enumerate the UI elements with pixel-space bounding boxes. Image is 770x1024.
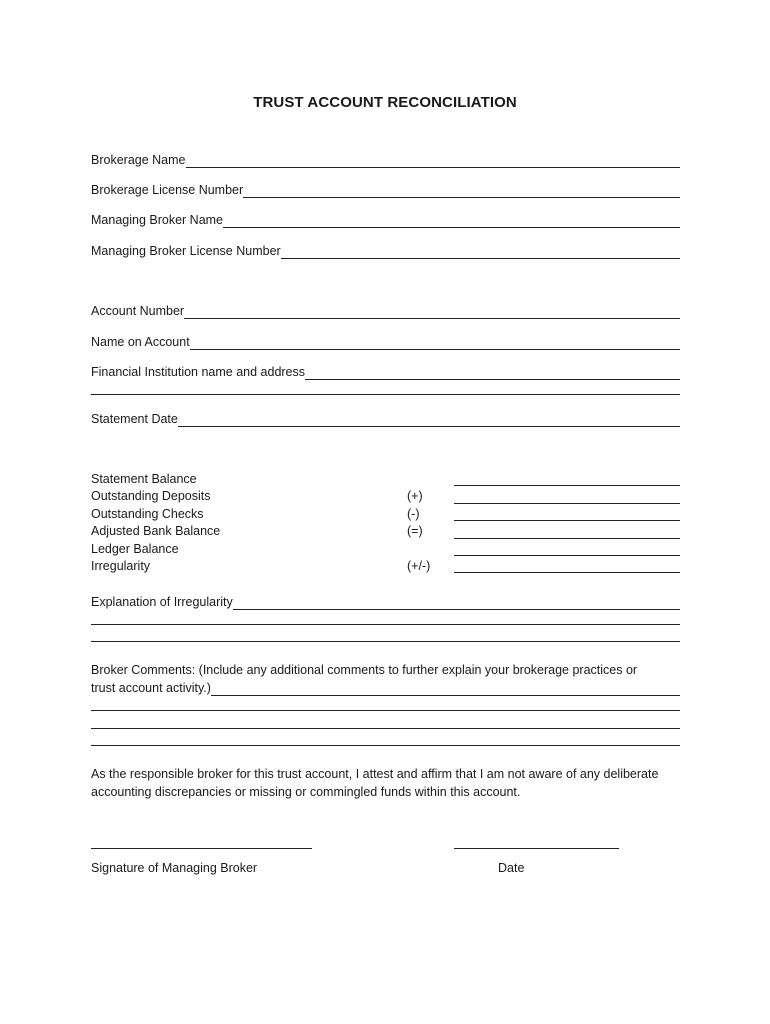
managing-broker-license-number-field[interactable] [91,242,680,259]
financial-institution-label: Financial Institution name and address [91,365,306,379]
explanation-line-2[interactable] [91,624,680,625]
ledger-balance-blank[interactable] [454,555,680,556]
managing-broker-name-blank[interactable] [223,214,680,228]
explanation-of-irregularity-label: Explanation of Irregularity [91,595,233,609]
date-label: Date [498,861,525,875]
date-line[interactable] [454,848,619,849]
brokerage-name-blank[interactable] [186,154,681,168]
name-on-account-label: Name on Account [91,335,190,349]
broker-comments-field[interactable] [91,679,680,696]
brokerage-license-number-field[interactable] [91,181,680,198]
broker-comments-line-3[interactable] [91,728,680,729]
statement-date-blank[interactable] [178,413,680,427]
statement-balance-blank[interactable] [454,485,680,486]
outstanding-deposits-operator: (+) [407,489,423,503]
outstanding-deposits-label: Outstanding Deposits [91,489,211,503]
broker-comments-line-4[interactable] [91,745,680,746]
explanation-of-irregularity-field[interactable] [91,593,680,610]
account-number-label: Account Number [91,304,185,318]
financial-institution-field[interactable] [91,363,680,380]
broker-comments-text-line-1: Broker Comments: (Include any additional comments to further explain your brokerage practices or [91,663,638,677]
statement-date-label: Statement Date [91,412,178,426]
brokerage-license-number-label: Brokerage License Number [91,183,244,197]
managing-broker-license-number-label: Managing Broker License Number [91,244,281,258]
form-title: TRUST ACCOUNT RECONCILIATION [253,94,517,111]
brokerage-license-number-blank[interactable] [243,184,680,198]
statement-balance-label: Statement Balance [91,472,197,486]
attestation-line-2: accounting discrepancies or missing or commingled funds within this account. [91,785,521,799]
managing-broker-name-label: Managing Broker Name [91,213,224,227]
ledger-balance-label: Ledger Balance [91,542,179,556]
account-number-blank[interactable] [184,305,680,319]
name-on-account-blank[interactable] [190,336,680,350]
brokerage-name-field[interactable] [91,151,680,168]
financial-institution-blank[interactable] [305,366,680,380]
broker-comments-text-line-2: trust account activity.) [91,681,211,695]
broker-comments-blank[interactable] [211,682,680,696]
explanation-line-3[interactable] [91,641,680,642]
managing-broker-license-number-blank[interactable] [281,245,680,259]
signature-line[interactable] [91,848,312,849]
outstanding-checks-operator: (-) [407,507,420,521]
adjusted-bank-balance-blank[interactable] [454,538,680,539]
adjusted-bank-balance-operator: (=) [407,524,423,538]
broker-comments-line-2[interactable] [91,710,680,711]
name-on-account-field[interactable] [91,333,680,350]
financial-institution-extra-line[interactable] [91,394,680,395]
brokerage-name-label: Brokerage Name [91,153,186,167]
adjusted-bank-balance-label: Adjusted Bank Balance [91,524,221,538]
signature-label: Signature of Managing Broker [91,861,258,875]
outstanding-checks-blank[interactable] [454,520,680,521]
irregularity-blank[interactable] [454,572,680,573]
explanation-of-irregularity-blank[interactable] [233,596,680,610]
irregularity-label: Irregularity [91,559,151,573]
outstanding-deposits-blank[interactable] [454,503,680,504]
statement-date-field[interactable] [91,410,680,427]
attestation-line-1: As the responsible broker for this trust account, I attest and affirm that I am not aware of any deliberate [91,767,659,781]
managing-broker-name-field[interactable] [91,211,680,228]
outstanding-checks-label: Outstanding Checks [91,507,204,521]
irregularity-operator: (+/-) [407,559,431,573]
account-number-field[interactable] [91,302,680,319]
